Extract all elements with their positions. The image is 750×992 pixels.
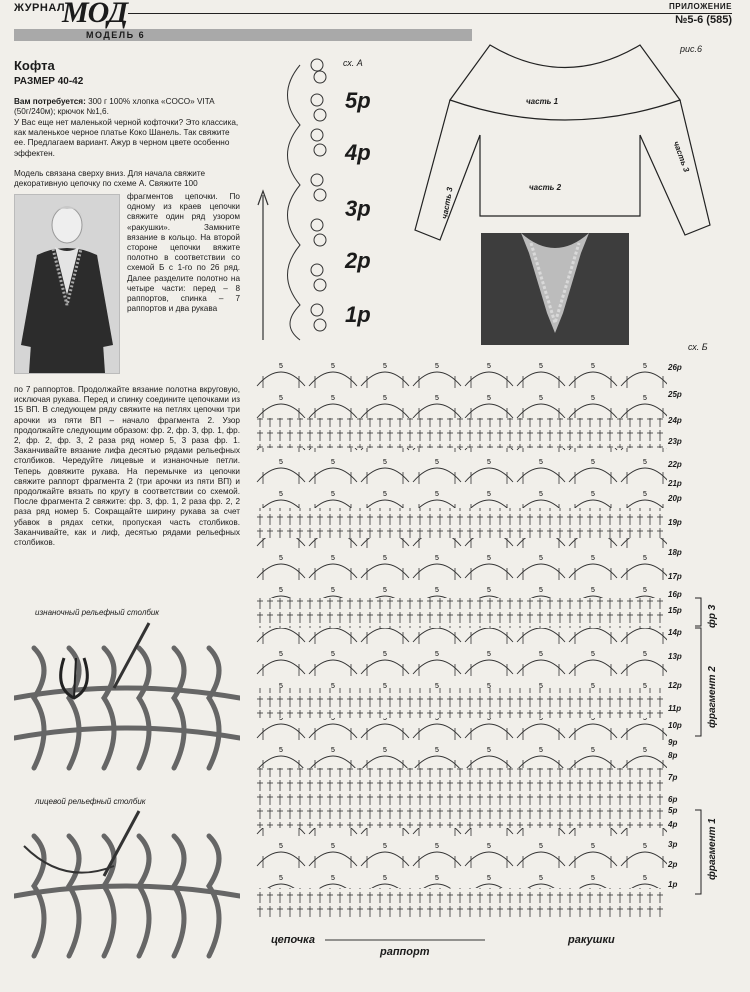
magazine-logo: МОД bbox=[62, 0, 128, 29]
fragment-2-label: фрагмент 2 bbox=[707, 666, 718, 728]
row-label-20: 20р bbox=[668, 494, 682, 503]
row-label-5: 5р bbox=[668, 806, 678, 815]
part-3-right-label: часть 3 bbox=[671, 140, 691, 174]
chain-label: цепочка bbox=[271, 934, 315, 946]
model-photo bbox=[14, 194, 120, 374]
row-label-2: 2р bbox=[668, 860, 678, 869]
supplement-label: ПРИЛОЖЕНИЕ bbox=[665, 2, 732, 11]
size-label: РАЗМЕР 40-42 bbox=[14, 76, 84, 87]
row-label-26: 26р bbox=[668, 363, 682, 372]
caption-knit-stitch: лицевой рельефный столбик bbox=[35, 797, 146, 806]
knit-stitch-illustration bbox=[14, 806, 240, 962]
row-label-25: 25р bbox=[668, 390, 682, 399]
row-label-6: 6р bbox=[668, 795, 678, 804]
scheme-a-label: сх. А bbox=[343, 58, 363, 68]
intro-paragraph: У Вас еще нет маленькой черной кофточки? Это классика, как маленькое черное платье Коко Шанель. Так свяжите ее. Предлагаем вариант. Ажур в черном цвете особенно эффектен. bbox=[14, 118, 239, 158]
fragment-3-label: фр 3 bbox=[707, 604, 718, 628]
row-label-3: 3р bbox=[668, 840, 678, 849]
row-label-16: 16р bbox=[668, 590, 682, 599]
row-label-8: 8р bbox=[668, 751, 678, 760]
row-label-12: 12р bbox=[668, 681, 682, 690]
row-label-9: 9р bbox=[668, 738, 678, 747]
detail-lace-figure bbox=[481, 233, 629, 345]
shells-label: ракушки bbox=[568, 934, 615, 946]
fragment-1-label: фрагмент 1 bbox=[707, 818, 718, 880]
scheme-a-row-3: 3р bbox=[345, 196, 371, 221]
row-label-23: 23р bbox=[668, 437, 682, 446]
row-label-11: 11р bbox=[668, 704, 682, 713]
part-3-left-label: часть 3 bbox=[440, 186, 455, 220]
row-label-10: 10р bbox=[668, 721, 682, 730]
scheme-a-row-4: 4р bbox=[345, 140, 371, 165]
scheme-b-diagram bbox=[255, 358, 667, 943]
caption-purl-stitch: изнаночный рельефный столбик bbox=[35, 608, 160, 617]
part-1-label: часть 1 bbox=[526, 97, 559, 106]
header-rule bbox=[128, 13, 732, 14]
model-bar bbox=[14, 29, 472, 41]
row-label-13: 13р bbox=[668, 652, 682, 661]
instructions-continued: по 7 раппортов. Продолжайте вязание полотна вкруговую, исключая рукава. Перед и спинку соедините цепочками из 15 ВП. В следующем ряду свяжите на петлях цепочки три арочки из пяти ВП – начало фрагмента 2. Узор продолжайте следующим образом: фр. 2, фр. 3, фр. 1, фр. 2, фр. 2, фр. 3, 2 раза ряд номер 5, 3 раза фр. 1. Заканчивайте вязание лифа десятью рядами рельефных столбиков. Чередуйте лицевые и изнаночные петли. Теперь довяжите рукава. На перемычке из цепочки свяжите раппорт фрагмента 2 (три арочки из пяти ВП) и продолжайте вязать по кругу в соответствии со схемой. После фрагмента 2 свяжите: фр. 3, фр. 1, 2 раза фр. 2, 2 раза ряд номер 5. Сокращайте ширину рукава за счет убавок в рядах сетки, пропуская часть столбиков. Заканчивайте, как и лиф, десятью рядами рельефных столбиков. bbox=[14, 385, 240, 548]
materials-label: Вам потребуется: bbox=[14, 97, 86, 106]
part-2-label: часть 2 bbox=[529, 183, 562, 192]
row-label-7: 7р bbox=[668, 773, 678, 782]
scheme-a-row-1: 1р bbox=[345, 302, 371, 327]
detail-photo bbox=[481, 233, 629, 345]
scheme-b-label: сх. Б bbox=[688, 342, 708, 352]
row-label-1: 1р bbox=[668, 880, 678, 889]
row-label-15: 15р bbox=[668, 606, 682, 615]
garment-schematic bbox=[405, 40, 715, 250]
row-label-21: 21р bbox=[668, 479, 682, 488]
row-label-17: 17р bbox=[668, 572, 682, 581]
fragment-brackets bbox=[693, 596, 705, 896]
instructions-narrow: фрагментов цепочки. По одному из краев цепочки свяжите один ряд узором «ракушки». Замкните вязание в кольцо. На второй стороне цепочки вяжите полотно в соответствии со схемой Б с 1-го по 26 ряд. Далее разделите полотно на четыре части: перед – 8 раппортов, спинка – 7 раппортов и два рукава bbox=[127, 192, 240, 314]
row-label-19: 19р bbox=[668, 518, 682, 527]
model-label: МОДЕЛЬ 6 bbox=[86, 30, 146, 40]
instructions-start: Модель связана сверху вниз. Для начала свяжите декоративную цепочку по схеме А. Свяжите 100 bbox=[14, 169, 206, 189]
materials-block bbox=[14, 97, 240, 117]
rapport-label: раппорт bbox=[380, 946, 430, 958]
row-label-18: 18р bbox=[668, 548, 682, 557]
issue-number: №5-6 (585) bbox=[675, 14, 732, 26]
purl-stitch-illustration bbox=[14, 618, 240, 774]
page-title: Кофта bbox=[14, 58, 55, 73]
figure-label: рис.6 bbox=[680, 44, 703, 54]
row-label-24: 24р bbox=[668, 416, 682, 425]
row-label-22: 22р bbox=[668, 460, 682, 469]
journal-label: ЖУРНАЛ bbox=[14, 2, 66, 14]
row-label-14: 14р bbox=[668, 628, 682, 637]
materials-text: 300 г 100% хлопка «COCO» VITA (50г/240м); крючок №1,6. bbox=[14, 97, 215, 117]
scheme-a-diagram bbox=[255, 55, 345, 345]
scheme-a-row-5: 5р bbox=[345, 88, 371, 113]
row-label-4: 4р bbox=[668, 820, 678, 829]
model-figure bbox=[15, 195, 119, 373]
scheme-a-row-2: 2р bbox=[345, 248, 371, 273]
